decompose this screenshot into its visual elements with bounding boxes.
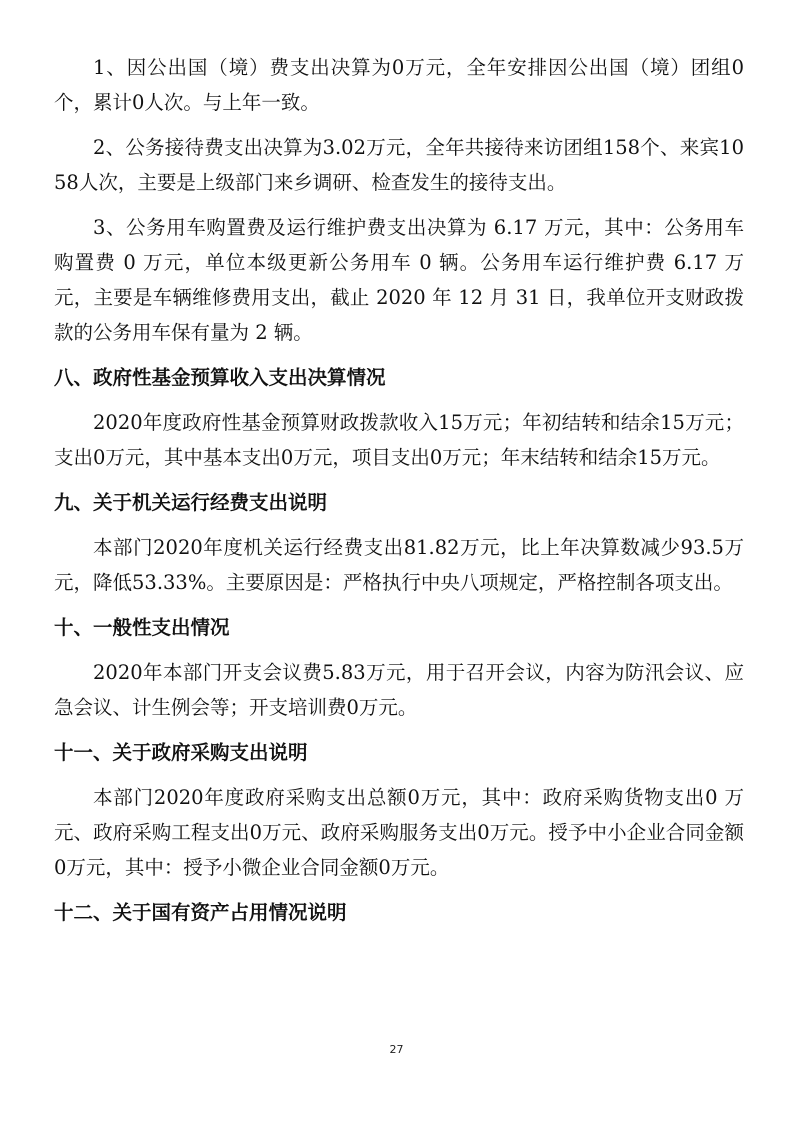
section-body-procurement: 本部门2020年度政府采购支出总额0万元，其中：政府采购货物支出0 万元、政府采购工程支出0万元、政府采购服务支出0万元。授予中小企业合同金额0万元，其中：授予小微企业合同金额0万元。 bbox=[54, 786, 744, 879]
section-heading-general-expense: 十、一般性支出情况 bbox=[54, 616, 230, 639]
section-heading-government-fund: 八、政府性基金预算收入支出决算情况 bbox=[54, 366, 386, 389]
section-heading-state-assets: 十二、关于国有资产占用情况说明 bbox=[54, 901, 347, 924]
section-heading-operating-expense: 九、关于机关运行经费支出说明 bbox=[54, 491, 328, 514]
paragraph-reception-expense: 2、公务接待费支出决算为3.02万元，全年共接待来访团组158个、来宾1058人次，主要是上级部门来乡调研、检查发生的接待支出。 bbox=[54, 136, 744, 194]
section-body-government-fund: 2020年度政府性基金预算财政拨款收入15万元；年初结转和结余15万元；支出0万元，其中基本支出0万元，项目支出0万元；年末结转和结余15万元。 bbox=[54, 411, 744, 469]
paragraph-vehicle-expense: 3、公务用车购置费及运行维护费支出决算为 6.17 万元，其中：公务用车购置费 0 万元，单位本级更新公务用车 0 辆。公务用车运行维护费 6.17 万元，主要是车辆维修费用支出，截止 2020 年 12 月 31 日，我单位开支财政拨款的公务用车保有量为 2 辆。 bbox=[54, 216, 744, 344]
section-body-operating-expense: 本部门2020年度机关运行经费支出81.82万元，比上年决算数减少93.5万元，降低53.33%。主要原因是：严格执行中央八项规定，严格控制各项支出。 bbox=[54, 536, 744, 594]
section-heading-procurement: 十一、关于政府采购支出说明 bbox=[54, 741, 308, 764]
document-page bbox=[54, 50, 744, 940]
section-body-general-expense: 2020年本部门开支会议费5.83万元，用于召开会议，内容为防汛会议、应急会议、计生例会等；开支培训费0万元。 bbox=[54, 661, 744, 719]
page-number: 27 bbox=[389, 1043, 404, 1056]
paragraph-overseas-expense: 1、因公出国（境）费支出决算为0万元，全年安排因公出国（境）团组0个，累计0人次。与上年一致。 bbox=[54, 56, 744, 114]
